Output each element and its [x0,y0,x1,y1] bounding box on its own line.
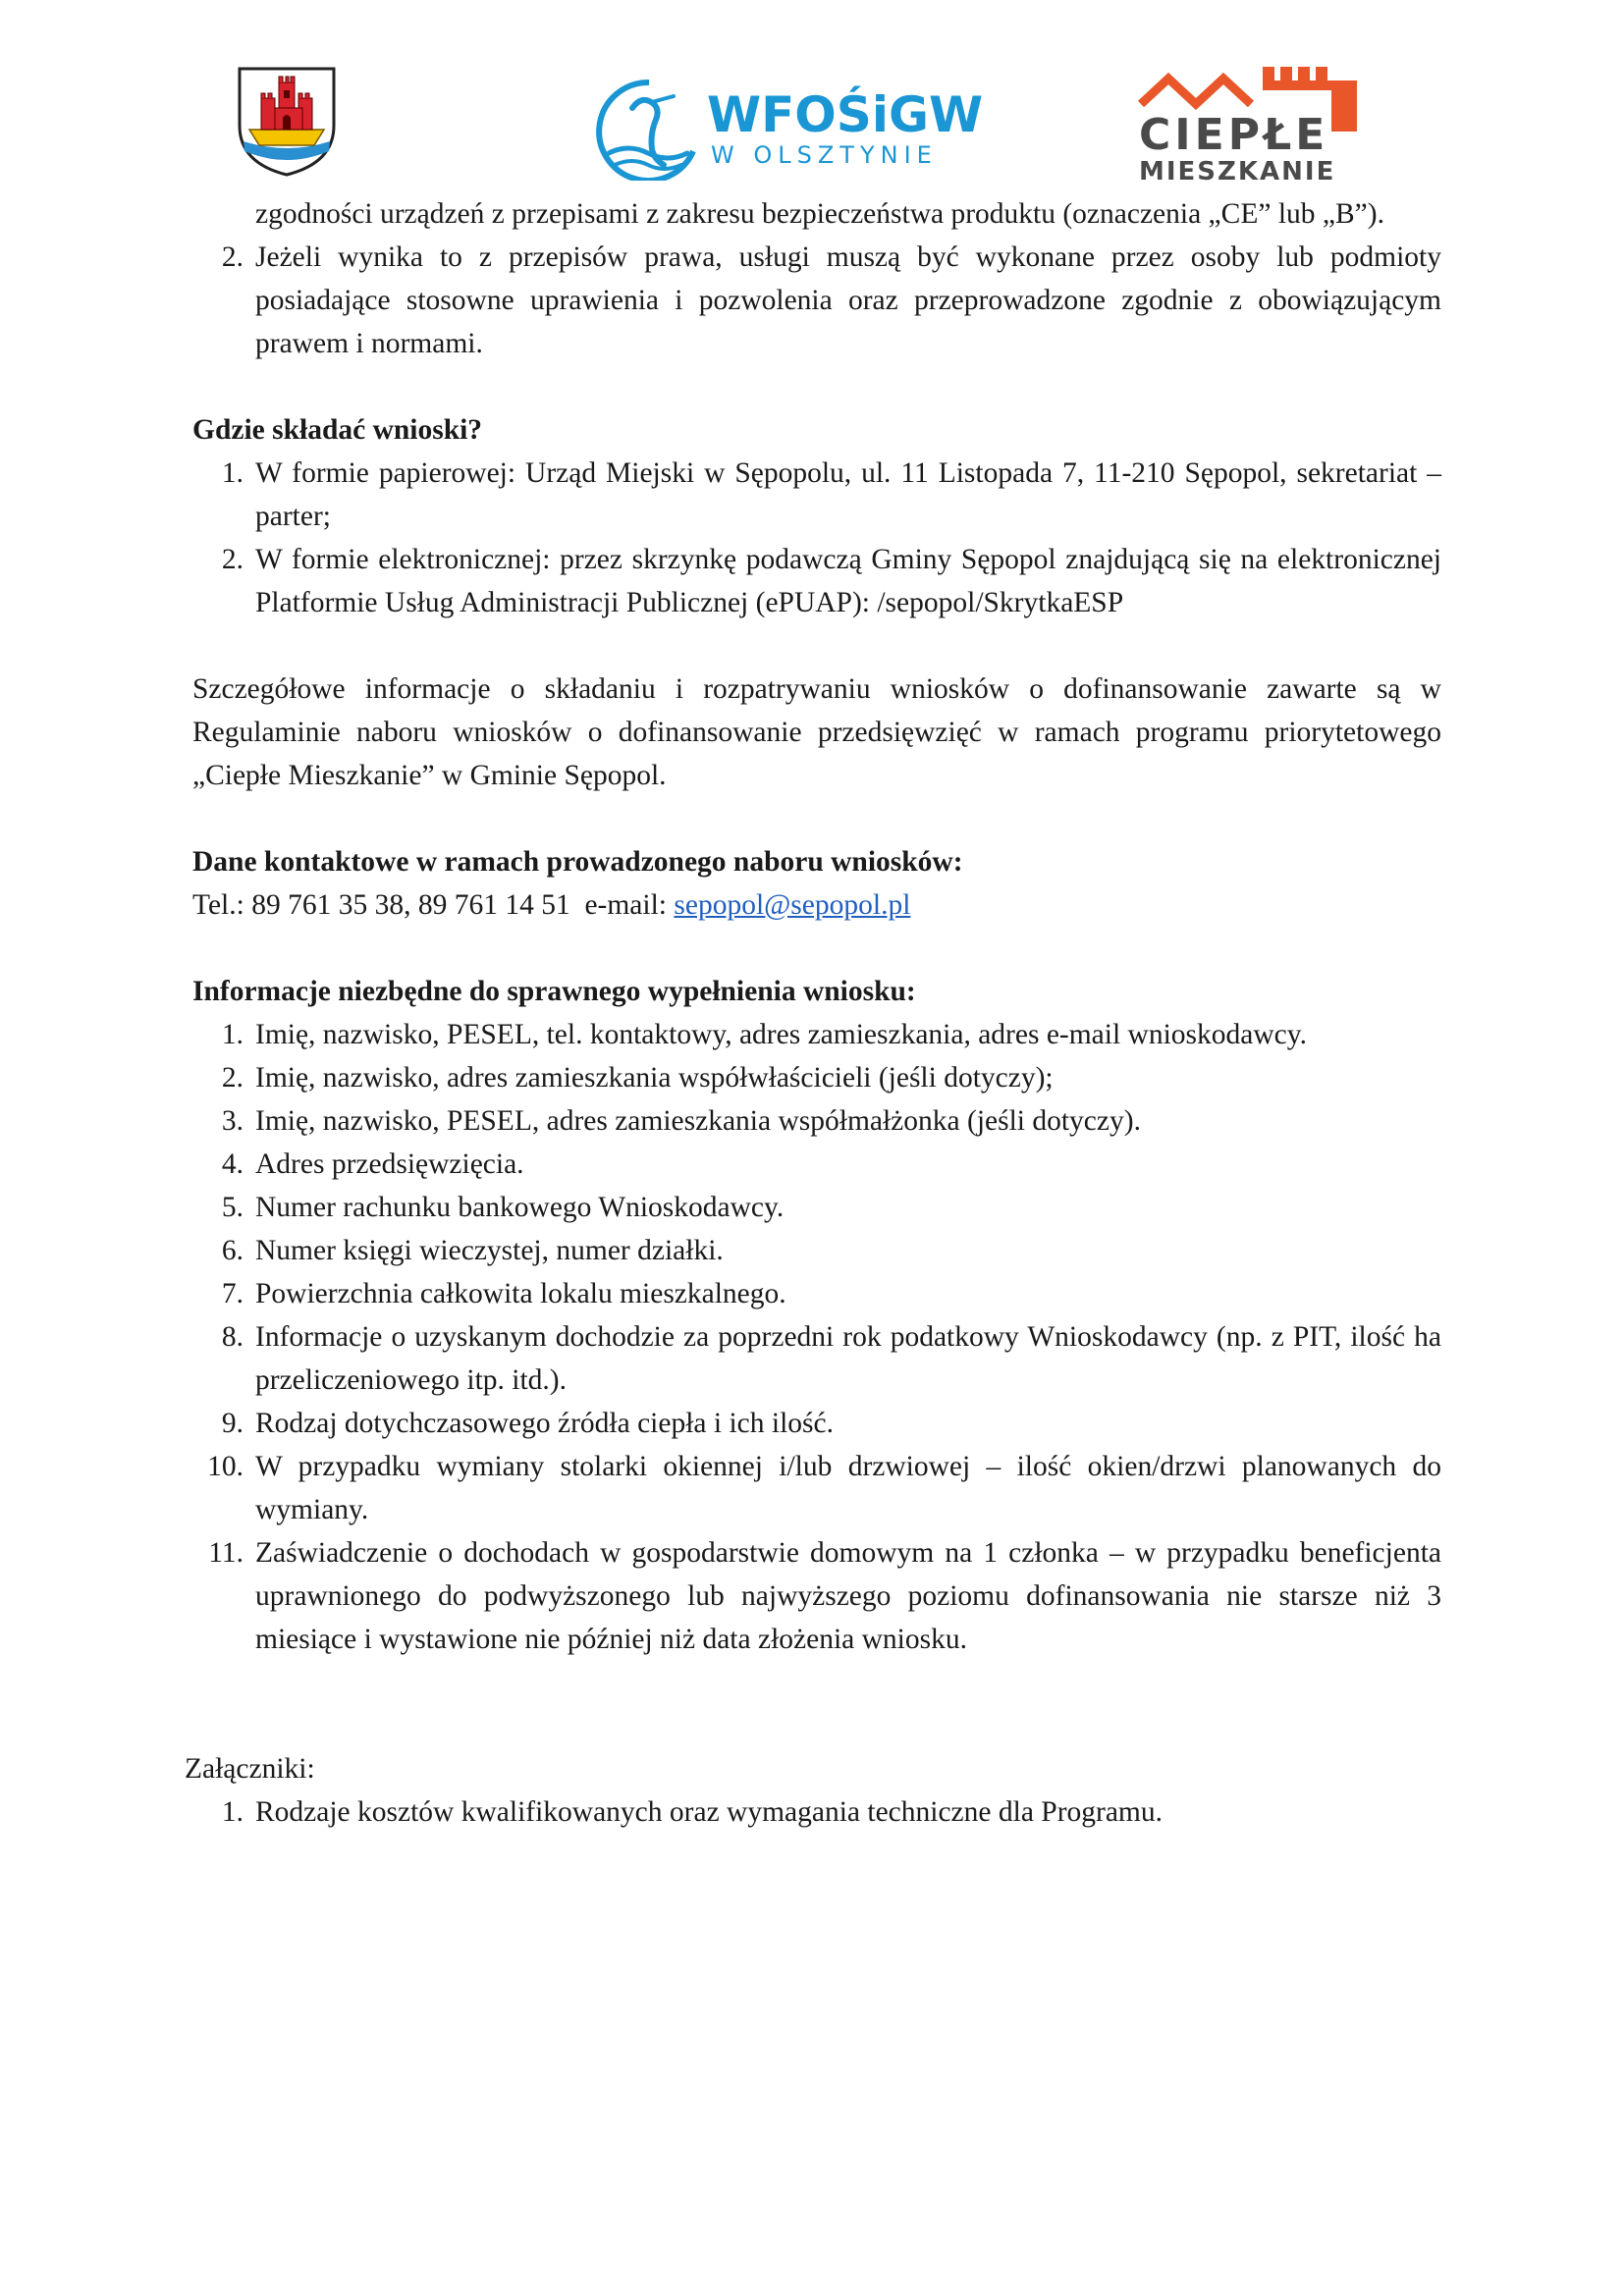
list-item-text: Numer księgi wieczystej, numer działki. [255,1235,724,1266]
section-heading-attachments: Załączniki: [185,1753,315,1785]
list-item-number: 1. [221,1019,244,1050]
list-item-number: 3. [221,1105,244,1137]
list-item-number: 1. [221,457,244,489]
list-item-number: 1. [221,1796,244,1828]
cieple-logo-word-1: CIEPŁE [1139,110,1329,160]
attachments-list [192,1790,1441,1834]
section-heading-where-to-submit: Gdzie składać wnioski? [192,414,483,446]
list-item [192,538,1441,624]
submission-methods-list [192,452,1441,624]
stork-emblem-icon [595,79,703,181]
list-item-text: Powierzchnia całkowita lokalu mieszkalnego. [255,1278,786,1309]
section-heading-required-info: Informacje niezbędne do sprawnego wypełnienia wniosku: [192,976,916,1007]
cieple-logo-word-2: MIESZKANIE [1139,157,1336,187]
list-item [192,1143,1441,1186]
document-body [185,192,1441,1834]
list-item [192,1790,1441,1834]
sepopol-coat-of-arms-logo [236,65,338,179]
list-item-number: 10. [207,1451,244,1482]
section-heading-contact: Dane kontaktowe w ramach prowadzonego naboru wniosków: [192,846,963,878]
list-item-text: W przypadku wymiany stolarki okiennej i/lub drzwiowej – ilość okien/drzwi planowanych do wymiany. [255,1451,1441,1525]
contact-email-link[interactable]: sepopol@sepopol.pl [674,889,911,921]
list-item-text: Imię, nazwisko, adres zamieszkania współwłaścicieli (jeśli dotyczy); [255,1062,1054,1094]
list-item-number: 11. [208,1537,244,1569]
list-item-number: 9. [221,1408,244,1439]
list-item-text: Adres przedsięwzięcia. [255,1148,524,1180]
list-item-number: 2. [221,1062,244,1094]
contact-line [192,883,1441,927]
list-item-text: Rodzaje kosztów kwalifikowanych oraz wymagania techniczne dla Programu. [255,1796,1164,1828]
list-item [192,1229,1441,1272]
list-item-text: W formie elektronicznej: przez skrzynkę podawczą Gminy Sępopol znajdującą się na elektronicznej Platformie Usług Administracji Publicznej (ePUAP): /sepopol/SkrytkaESP [255,544,1441,618]
list-item-text: Imię, nazwisko, PESEL, tel. kontaktowy, adres zamieszkania, adres e-mail wnioskodawcy. [255,1019,1307,1050]
list-item [192,452,1441,538]
header-logos [0,0,1624,196]
wfosigw-logo-subtitle: W OLSZTYNIE [711,141,938,169]
list-item [192,1531,1441,1661]
requirements-list [192,236,1441,365]
list-item-number: 2. [221,241,244,273]
list-item [192,1099,1441,1143]
details-paragraph: Szczegółowe informacje o składaniu i rozpatrywaniu wniosków o dofinansowanie zawarte są w Regulaminie naboru wniosków o dofinansowanie przedsięwzięć w ramach programu priorytetowego „Ciepłe Mieszkanie” w Gminie Sępopol. [192,673,1441,791]
list-item-text: Jeżeli wynika to z przepisów prawa, usługi muszą być wykonane przez osoby lub podmioty posiadające stosowne uprawienia i pozwolenia oraz przeprowadzone zgodnie z obowiązującym prawem i normami. [255,241,1441,359]
list-item-text: W formie papierowej: Urząd Miejski w Sępopolu, ul. 11 Listopada 7, 11-210 Sępopol, sekretariat – parter; [255,457,1441,532]
list-item-number: 8. [221,1321,244,1353]
list-item [192,1056,1441,1099]
list-item [192,1013,1441,1056]
contact-phones: Tel.: 89 761 35 38, 89 761 14 51 e-mail: [192,889,675,921]
list-item-text: Informacje o uzyskanym dochodzie za poprzedni rok podatkowy Wnioskodawcy (np. z PIT, ilość ha przeliczeniowego itp. itd.). [255,1321,1441,1396]
list-item-number: 7. [221,1278,244,1309]
list-item-text: Zaświadczenie o dochodach w gospodarstwie domowym na 1 członka – w przypadku beneficjenta uprawnionego do podwyższonego lub najwyższego poziomu dofinansowania nie starsze niż 3 miesiące i wystawione nie później niż data złożenia wniosku. [255,1537,1441,1655]
list-item-number: 6. [221,1235,244,1266]
list-item [192,236,1441,365]
list-item-number: 2. [221,544,244,575]
wfosigw-logo [595,79,984,181]
list-item [192,1445,1441,1531]
list-item-number: 5. [221,1192,244,1223]
list-item-text: Numer rachunku bankowego Wnioskodawcy. [255,1192,785,1223]
wfosigw-logo-name: WFOŚiGW [707,86,984,143]
list-item-number: 4. [221,1148,244,1180]
required-info-list [192,1013,1441,1661]
list-item [192,1315,1441,1402]
list-item-text: Imię, nazwisko, PESEL, adres zamieszkania współmałżonka (jeśli dotyczy). [255,1105,1141,1137]
list-item [192,1402,1441,1445]
list-item-text: Rodzaj dotychczasowego źródła ciepła i ich ilość. [255,1408,834,1439]
list-item-continuation: zgodności urządzeń z przepisami z zakresu bezpieczeństwa produktu (oznaczenia „CE” lub „B”). [255,198,1384,230]
cieple-mieszkanie-logo [1135,65,1365,187]
list-item [192,1186,1441,1229]
list-item [192,1272,1441,1315]
